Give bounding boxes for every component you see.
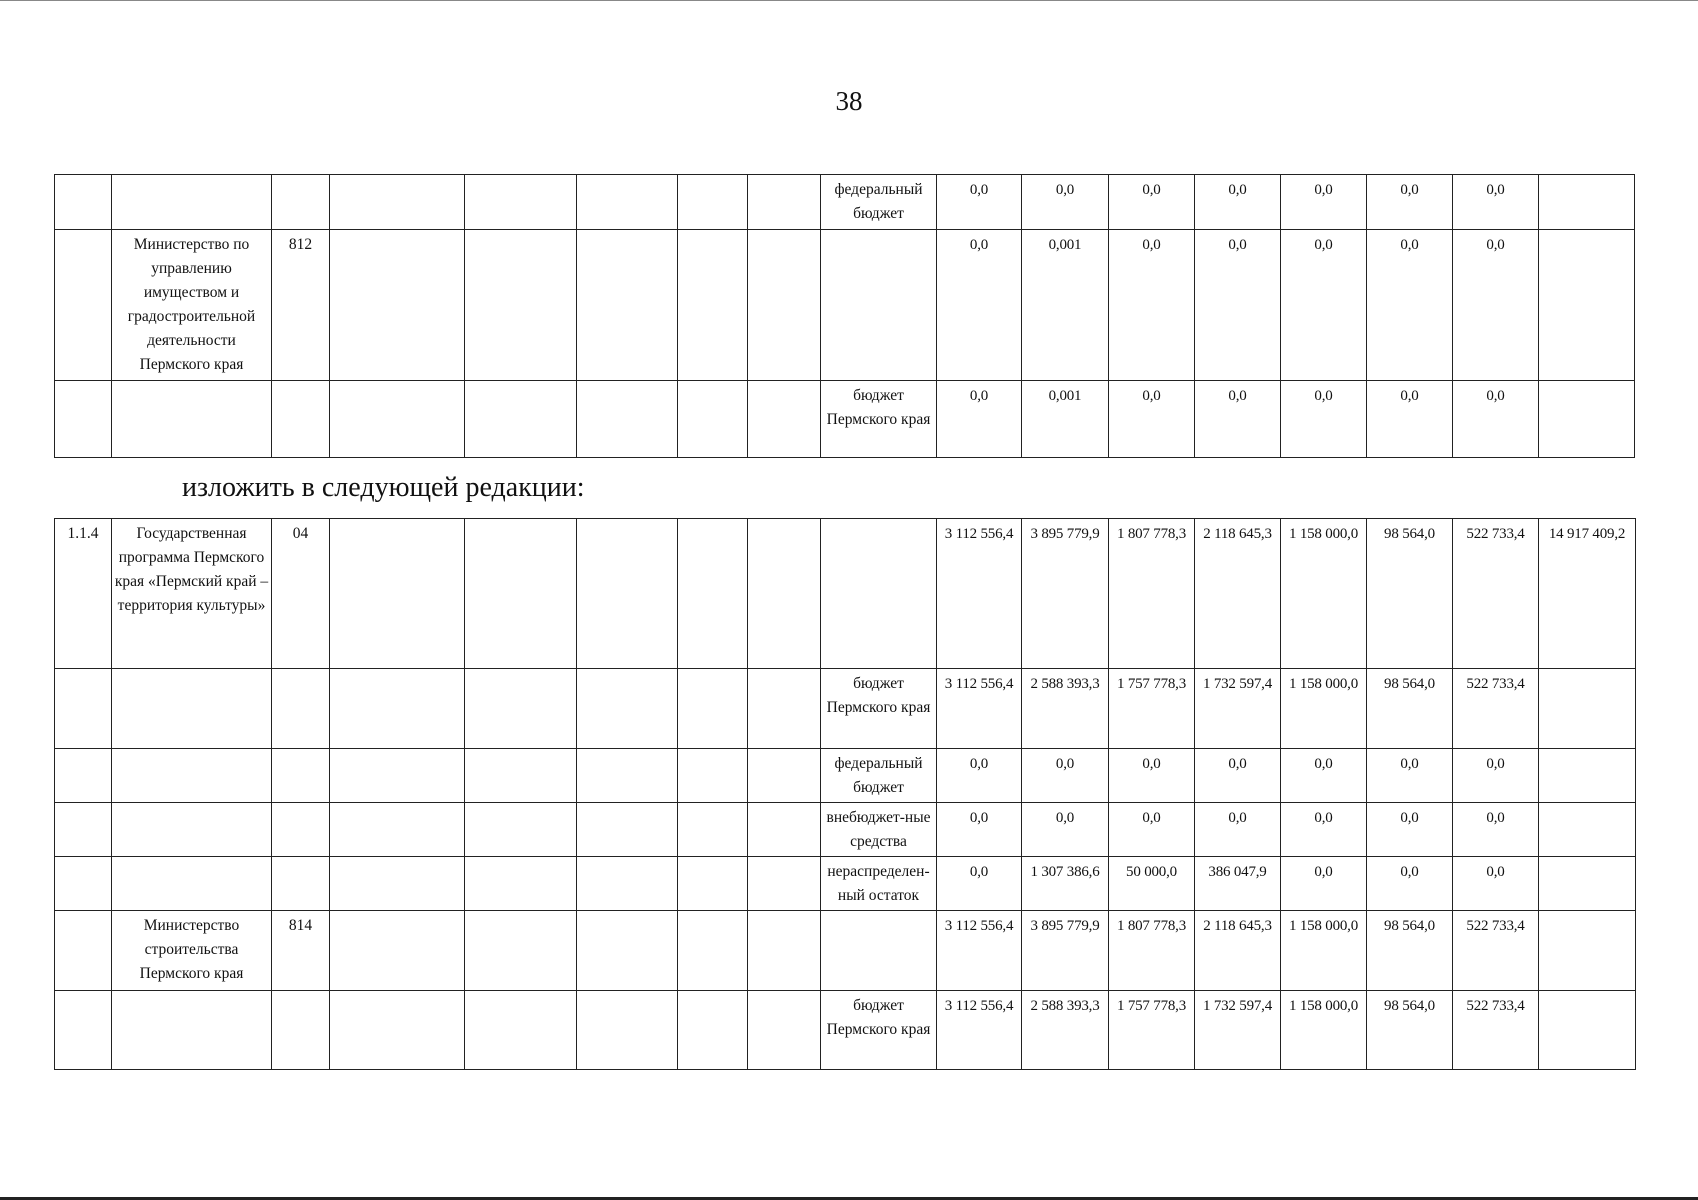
- old-budget-table: [54, 174, 1635, 458]
- empty-cell: [678, 857, 748, 911]
- funding-source-cell: бюджет Пермского края: [821, 381, 937, 458]
- empty-cell: [330, 749, 465, 803]
- year-value-cell: 3 112 556,4: [937, 911, 1022, 991]
- year-value-cell: 1 732 597,4: [1195, 669, 1281, 749]
- empty-cell: [748, 803, 821, 857]
- total-value-cell: [1539, 230, 1635, 381]
- funding-source-cell: федеральный бюджет: [821, 749, 937, 803]
- empty-cell: [748, 991, 821, 1070]
- year-value-cell: 522 733,4: [1453, 911, 1539, 991]
- year-value-cell: 522 733,4: [1453, 991, 1539, 1070]
- year-value-cell: 0,0: [1281, 175, 1367, 230]
- total-value-cell: 14 917 409,2: [1539, 519, 1636, 669]
- table-row: [55, 803, 1636, 857]
- year-value-cell: 0,0: [1109, 803, 1195, 857]
- year-value-cell: 0,0: [1367, 381, 1453, 458]
- year-value-cell: 0,0: [1195, 803, 1281, 857]
- empty-cell: [748, 669, 821, 749]
- total-value-cell: [1539, 749, 1636, 803]
- year-value-cell: 0,0: [937, 381, 1022, 458]
- empty-cell: [577, 803, 678, 857]
- row-number-cell: [55, 381, 112, 458]
- table-row: [55, 911, 1636, 991]
- empty-cell: [577, 175, 678, 230]
- empty-cell: [577, 991, 678, 1070]
- empty-cell: [748, 857, 821, 911]
- year-value-cell: 0,0: [1281, 230, 1367, 381]
- program-name-cell: [112, 749, 272, 803]
- year-value-cell: 50 000,0: [1109, 857, 1195, 911]
- empty-cell: [678, 519, 748, 669]
- row-number-cell: [55, 911, 112, 991]
- total-value-cell: [1539, 991, 1636, 1070]
- empty-cell: [748, 175, 821, 230]
- empty-cell: [330, 669, 465, 749]
- program-name-cell: [112, 857, 272, 911]
- year-value-cell: 522 733,4: [1453, 519, 1539, 669]
- row-number-cell: 1.1.4: [55, 519, 112, 669]
- empty-cell: [330, 911, 465, 991]
- total-value-cell: [1539, 803, 1636, 857]
- year-value-cell: 3 112 556,4: [937, 669, 1022, 749]
- year-value-cell: 0,0: [1453, 230, 1539, 381]
- row-number-cell: [55, 175, 112, 230]
- year-value-cell: 0,0: [937, 749, 1022, 803]
- year-value-cell: 0,0: [1453, 803, 1539, 857]
- table-row: [55, 519, 1636, 669]
- empty-cell: [678, 803, 748, 857]
- row-number-cell: [55, 669, 112, 749]
- year-value-cell: 1 807 778,3: [1109, 519, 1195, 669]
- empty-cell: [748, 381, 821, 458]
- table-row: [55, 749, 1636, 803]
- year-value-cell: 0,0: [1453, 175, 1539, 230]
- empty-cell: [330, 991, 465, 1070]
- year-value-cell: 1 757 778,3: [1109, 669, 1195, 749]
- empty-cell: [465, 669, 577, 749]
- new-budget-table: [54, 518, 1636, 1070]
- year-value-cell: 0,0: [1453, 381, 1539, 458]
- row-number-cell: [55, 230, 112, 381]
- empty-cell: [577, 911, 678, 991]
- empty-cell: [465, 911, 577, 991]
- funding-source-cell: внебюджет-ные средства: [821, 803, 937, 857]
- table-row: [55, 669, 1636, 749]
- funding-source-cell: бюджет Пермского края: [821, 991, 937, 1070]
- empty-cell: [678, 991, 748, 1070]
- empty-cell: [748, 911, 821, 991]
- year-value-cell: 3 112 556,4: [937, 519, 1022, 669]
- total-value-cell: [1539, 911, 1636, 991]
- empty-cell: [678, 669, 748, 749]
- page-number: 38: [835, 86, 863, 116]
- year-value-cell: 1 158 000,0: [1281, 911, 1367, 991]
- year-value-cell: 0,0: [937, 803, 1022, 857]
- empty-cell: [577, 749, 678, 803]
- empty-cell: [330, 857, 465, 911]
- program-name-cell: [112, 669, 272, 749]
- empty-cell: [678, 175, 748, 230]
- year-value-cell: 98 564,0: [1367, 991, 1453, 1070]
- code-cell: [272, 857, 330, 911]
- table-row: [55, 991, 1636, 1070]
- row-number-cell: [55, 803, 112, 857]
- year-value-cell: 0,0: [1367, 857, 1453, 911]
- empty-cell: [330, 175, 465, 230]
- empty-cell: [465, 175, 577, 230]
- code-cell: [272, 749, 330, 803]
- empty-cell: [465, 857, 577, 911]
- year-value-cell: 0,001: [1022, 381, 1109, 458]
- year-value-cell: 0,0: [1109, 749, 1195, 803]
- year-value-cell: 1 158 000,0: [1281, 991, 1367, 1070]
- year-value-cell: 0,0: [1195, 749, 1281, 803]
- year-value-cell: 98 564,0: [1367, 519, 1453, 669]
- row-number-cell: [55, 749, 112, 803]
- code-cell: [272, 175, 330, 230]
- empty-cell: [330, 519, 465, 669]
- year-value-cell: 98 564,0: [1367, 669, 1453, 749]
- code-cell: [272, 991, 330, 1070]
- code-cell: 814: [272, 911, 330, 991]
- empty-cell: [748, 230, 821, 381]
- page-top-edge: [0, 0, 1698, 1]
- table-row: [55, 175, 1635, 230]
- year-value-cell: 522 733,4: [1453, 669, 1539, 749]
- empty-cell: [465, 230, 577, 381]
- program-name-cell: [112, 991, 272, 1070]
- empty-cell: [465, 803, 577, 857]
- year-value-cell: 2 588 393,3: [1022, 669, 1109, 749]
- funding-source-cell: федеральный бюджет: [821, 175, 937, 230]
- table-row: [55, 381, 1635, 458]
- year-value-cell: 0,0: [937, 857, 1022, 911]
- program-name-cell: Министерство строительства Пермского края: [112, 911, 272, 991]
- year-value-cell: 386 047,9: [1195, 857, 1281, 911]
- empty-cell: [330, 381, 465, 458]
- year-value-cell: 2 118 645,3: [1195, 911, 1281, 991]
- empty-cell: [577, 381, 678, 458]
- year-value-cell: 1 732 597,4: [1195, 991, 1281, 1070]
- year-value-cell: 0,0: [1195, 175, 1281, 230]
- year-value-cell: 2 118 645,3: [1195, 519, 1281, 669]
- year-value-cell: 0,0: [1281, 749, 1367, 803]
- code-cell: [272, 381, 330, 458]
- year-value-cell: 1 307 386,6: [1022, 857, 1109, 911]
- empty-cell: [678, 381, 748, 458]
- program-name-cell: [112, 175, 272, 230]
- code-cell: [272, 669, 330, 749]
- year-value-cell: 0,0: [1281, 381, 1367, 458]
- total-value-cell: [1539, 857, 1636, 911]
- empty-cell: [577, 669, 678, 749]
- year-value-cell: 3 895 779,9: [1022, 911, 1109, 991]
- empty-cell: [748, 519, 821, 669]
- empty-cell: [465, 749, 577, 803]
- program-name-cell: [112, 803, 272, 857]
- year-value-cell: 0,0: [1453, 857, 1539, 911]
- year-value-cell: 0,0: [1195, 381, 1281, 458]
- year-value-cell: 0,0: [1109, 230, 1195, 381]
- empty-cell: [465, 991, 577, 1070]
- year-value-cell: 1 807 778,3: [1109, 911, 1195, 991]
- year-value-cell: 0,0: [1022, 749, 1109, 803]
- year-value-cell: 0,0: [937, 230, 1022, 381]
- year-value-cell: 0,0: [1022, 803, 1109, 857]
- empty-cell: [330, 803, 465, 857]
- row-number-cell: [55, 857, 112, 911]
- empty-cell: [465, 519, 577, 669]
- empty-cell: [678, 911, 748, 991]
- code-cell: 812: [272, 230, 330, 381]
- funding-source-cell: [821, 230, 937, 381]
- year-value-cell: 0,0: [1195, 230, 1281, 381]
- year-value-cell: 3 895 779,9: [1022, 519, 1109, 669]
- year-value-cell: 0,0: [1367, 749, 1453, 803]
- year-value-cell: 98 564,0: [1367, 911, 1453, 991]
- year-value-cell: 0,0: [1367, 230, 1453, 381]
- empty-cell: [577, 857, 678, 911]
- empty-cell: [577, 519, 678, 669]
- program-name-cell: Государственная программа Пермского края «Пермский край – территория культуры»: [112, 519, 272, 669]
- empty-cell: [678, 749, 748, 803]
- row-number-cell: [55, 991, 112, 1070]
- year-value-cell: 0,0: [1022, 175, 1109, 230]
- year-value-cell: 0,0: [1367, 803, 1453, 857]
- year-value-cell: 0,0: [1453, 749, 1539, 803]
- funding-source-cell: [821, 519, 937, 669]
- funding-source-cell: бюджет Пермского края: [821, 669, 937, 749]
- total-value-cell: [1539, 175, 1635, 230]
- funding-source-cell: нераспределен-ный остаток: [821, 857, 937, 911]
- total-value-cell: [1539, 381, 1635, 458]
- code-cell: [272, 803, 330, 857]
- year-value-cell: 1 158 000,0: [1281, 669, 1367, 749]
- year-value-cell: 0,0: [1281, 857, 1367, 911]
- year-value-cell: 2 588 393,3: [1022, 991, 1109, 1070]
- total-value-cell: [1539, 669, 1636, 749]
- table-row: [55, 230, 1635, 381]
- year-value-cell: 0,001: [1022, 230, 1109, 381]
- empty-cell: [748, 749, 821, 803]
- year-value-cell: 0,0: [1109, 175, 1195, 230]
- year-value-cell: 3 112 556,4: [937, 991, 1022, 1070]
- program-name-cell: [112, 381, 272, 458]
- table-row: [55, 857, 1636, 911]
- amendment-instruction: изложить в следующей редакции:: [182, 472, 585, 503]
- program-name-cell: Министерство по управлению имуществом и градостроительной деятельности Пермского края: [112, 230, 272, 381]
- funding-source-cell: [821, 911, 937, 991]
- empty-cell: [577, 230, 678, 381]
- empty-cell: [330, 230, 465, 381]
- year-value-cell: 1 158 000,0: [1281, 519, 1367, 669]
- year-value-cell: 0,0: [1281, 803, 1367, 857]
- code-cell: 04: [272, 519, 330, 669]
- year-value-cell: 0,0: [1109, 381, 1195, 458]
- year-value-cell: 1 757 778,3: [1109, 991, 1195, 1070]
- year-value-cell: 0,0: [1367, 175, 1453, 230]
- year-value-cell: 0,0: [937, 175, 1022, 230]
- empty-cell: [465, 381, 577, 458]
- empty-cell: [678, 230, 748, 381]
